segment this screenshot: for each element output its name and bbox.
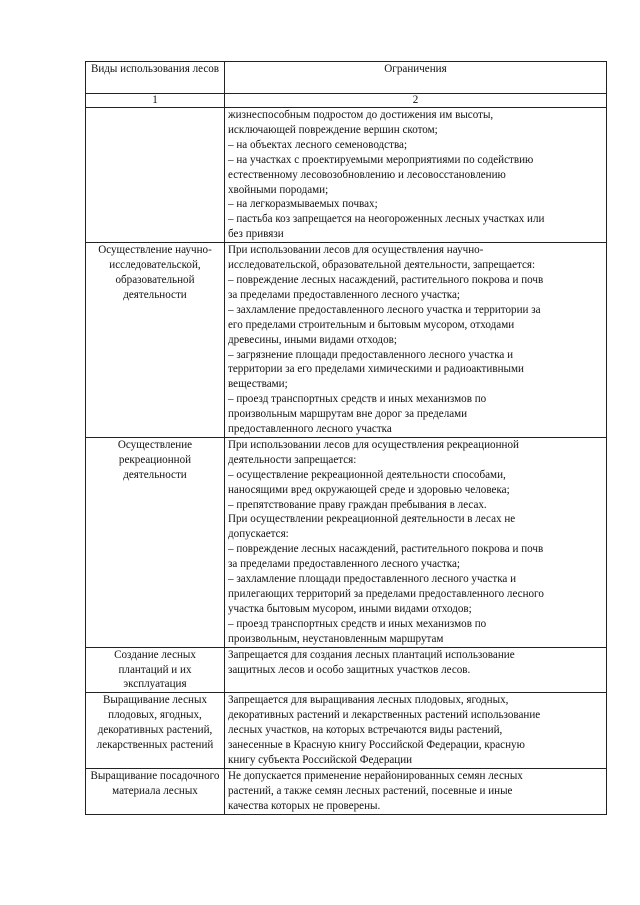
restriction-line: участка бытовым мусором, иными видами отходов; <box>228 602 472 615</box>
restriction-line: При использовании лесов для осуществления рекреационной <box>228 438 519 451</box>
restriction-line: – проезд транспортных средств и иных механизмов по <box>228 393 487 406</box>
restriction-line: – на легкоразмываемых почвах; <box>228 198 378 211</box>
restriction-line: исследовательской, образовательной деятельности, запрещается: <box>228 259 536 272</box>
restriction-line: наносящими вред окружающей среде и здоровью человека; <box>228 483 510 496</box>
restriction-line: за пределами предоставленного лесного участка; <box>228 288 461 301</box>
restriction-line: книгу субъекта Российской Федерации <box>228 753 413 766</box>
table-row <box>86 108 607 243</box>
column-number-2: 2 <box>225 94 607 108</box>
restriction-line: без привязи <box>228 228 284 241</box>
restriction-line: качества которых не проверены. <box>228 799 381 812</box>
restriction-line: защитных лесов и особо защитных участков лесов. <box>228 663 471 676</box>
restriction-text-cell <box>225 108 607 243</box>
header-forest-use: Виды использования лесов <box>86 62 225 94</box>
restriction-line: – препятствование праву граждан пребывания в лесах. <box>228 498 487 511</box>
header-restrictions: Ограничения <box>225 62 607 94</box>
restriction-line: жизнеспособным подростом до достижения им высоты, <box>228 109 494 121</box>
restriction-line: произвольным маршрутам вне дорог за пределами <box>228 408 468 421</box>
restriction-line: предоставленного лесного участка <box>228 423 392 436</box>
restriction-line: веществами; <box>228 378 288 391</box>
restriction-line: – захламление площади предоставленного лесного участка и <box>228 573 517 586</box>
table-body <box>86 108 607 815</box>
restriction-line: – повреждение лесных насаждений, растительного покрова и почв <box>228 273 544 286</box>
restriction-line: исключающей повреждение вершин скотом; <box>228 123 438 136</box>
restriction-line: Не допускается применение нерайонированных семян лесных <box>228 769 523 782</box>
restriction-text-cell <box>225 693 607 769</box>
restriction-line: деятельности запрещается: <box>228 453 357 466</box>
restriction-line: допускается: <box>228 528 289 541</box>
restrictions-table <box>85 61 607 815</box>
table-row <box>86 768 607 814</box>
restriction-line: Запрещается для создания лесных плантаций использование <box>228 648 515 661</box>
restriction-line: за пределами предоставленного лесного участка; <box>228 558 461 571</box>
restriction-line: – захламление предоставленного лесного участка и территории за <box>228 303 541 316</box>
restriction-line: – повреждение лесных насаждений, растительного покрова и почв <box>228 543 544 556</box>
restriction-line: древесины, иными видами отходов; <box>228 333 397 346</box>
restriction-line: занесенные в Красную книгу Российской Федерации, красную <box>228 739 525 752</box>
restriction-text-cell <box>225 647 607 693</box>
restriction-text-cell <box>225 768 607 814</box>
restriction-line: хвойными породами; <box>228 183 329 196</box>
column-number-row <box>86 94 607 108</box>
restriction-line: прилегающих территорий за пределами предоставленного лесного <box>228 588 544 600</box>
restriction-line: – проезд транспортных средств и иных механизмов по <box>228 617 487 630</box>
restriction-line: – загрязнение площади предоставленного лесного участка и <box>228 348 514 361</box>
column-number-1: 1 <box>86 94 225 108</box>
table-row <box>86 243 607 438</box>
restriction-line: растений, а также семян лесных растений, посевные и иные <box>228 784 513 797</box>
forest-use-kind-cell: Выращивание лесных плодовых, ягодных, декоративных растений, лекарственных растений <box>86 693 225 769</box>
restriction-line: декоративных растений и лекарственных растений использование <box>228 709 541 722</box>
forest-use-kind-cell <box>86 108 225 243</box>
restriction-line: лесных участков, на которых встречаются виды растений, <box>228 724 503 737</box>
restriction-line: – пастьба коз запрещается на неогороженных лесных участках или <box>228 213 545 226</box>
restriction-text-cell <box>225 437 607 647</box>
table-row <box>86 647 607 693</box>
table-row <box>86 437 607 647</box>
restriction-text-cell <box>225 243 607 438</box>
forest-use-kind-cell: Выращивание посадочного материала лесных <box>86 768 225 814</box>
restriction-line: территории за его пределами химическими и радиоактивными <box>228 363 524 376</box>
restriction-line: Запрещается для выращивания лесных плодовых, ягодных, <box>228 694 509 707</box>
restriction-line: При использовании лесов для осуществления научно- <box>228 244 484 257</box>
restriction-line: его пределами строительным и бытовым мусором, отходами <box>228 318 515 331</box>
forest-use-kind-cell: Осуществление научно-исследовательской, образовательной деятельности <box>86 243 225 438</box>
restriction-line: – на участках с проектируемыми мероприятиями по содействию <box>228 153 534 166</box>
forest-use-kind-cell: Осуществление рекреационной деятельности <box>86 437 225 647</box>
restriction-line: – на объектах лесного семеноводства; <box>228 138 408 151</box>
restriction-line: При осуществлении рекреационной деятельности в лесах не <box>228 513 516 526</box>
restriction-line: произвольным, неустановленным маршрутам <box>228 632 444 645</box>
table-row <box>86 693 607 769</box>
restriction-line: – осуществление рекреационной деятельности способами, <box>228 468 506 481</box>
forest-use-kind-cell: Создание лесных плантаций и их эксплуатация <box>86 647 225 693</box>
restriction-line: естественному лесовозобновлению и лесовосстановлению <box>228 168 506 181</box>
header-row <box>86 62 607 94</box>
